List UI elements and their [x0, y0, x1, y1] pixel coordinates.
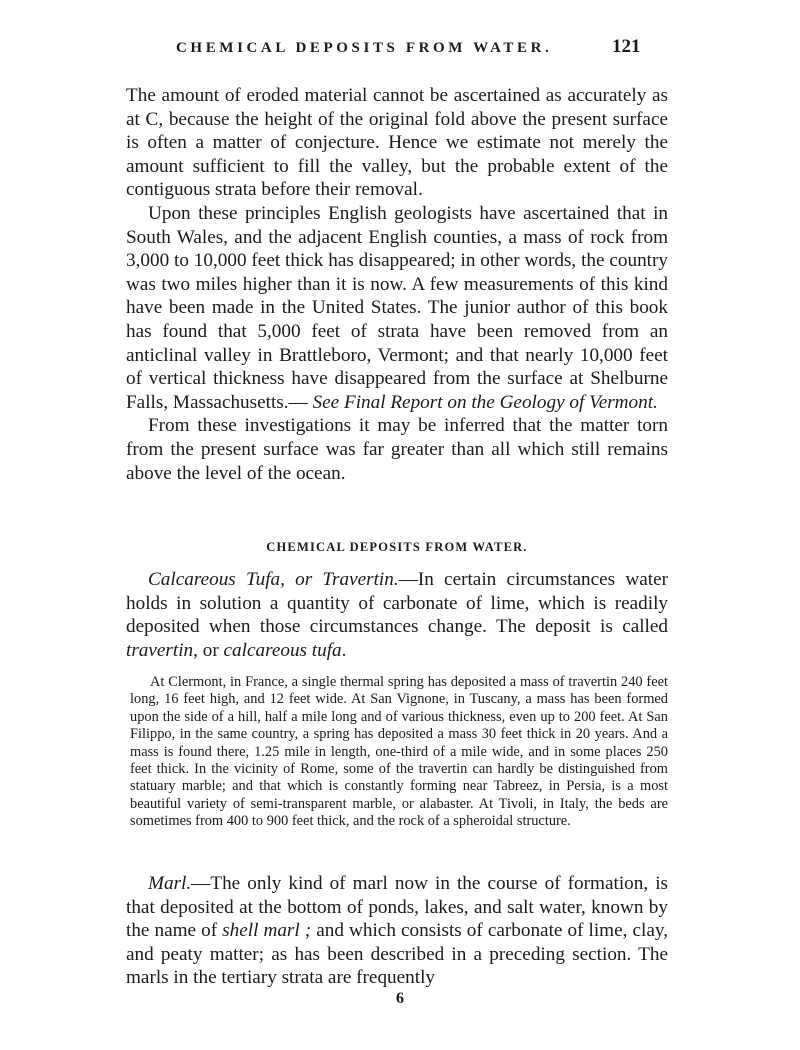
opening-text [126, 84, 668, 485]
tufa-text-3: . [341, 639, 347, 661]
marl-text-1: —The only kind of marl now in the course of formation, is that deposited at the bottom of ponds, lakes, and salt water, known by the name of [126, 873, 668, 942]
tufa-term-1: travertin [126, 639, 194, 661]
paragraph-principles [126, 202, 668, 414]
page-number: 121 [612, 36, 641, 57]
paragraph-principles-text: Upon these principles English geologists have ascertained that in South Wales, and the adjacent English counties, a mass of rock from 3,000 to 10,000 feet thick has disappeared; in other words, the country was two miles higher than it is now. A few measurements of this kind have been made in the United States. The junior author of this book has found that 5,000 feet of strata have been removed from an anticlinal valley in Brattleboro, Vermont; and that nearly 10,000 feet of vertical thickness have disappeared from the surface at Shelburne Falls, Massachusetts.— [126, 202, 668, 413]
tufa-text-2: , or [193, 639, 224, 661]
paragraph-inference: From these investigations it may be inferred that the matter torn from the present surface was far greater than all which still remains above the level of the ocean. [126, 415, 668, 484]
tufa-lead: Calcareous Tufa, or Travertin. [148, 569, 399, 590]
marl-lead: Marl. [148, 873, 192, 894]
paragraph-marl [126, 872, 668, 990]
reference-citation: See Final Report on the Geology of Vermont. [312, 391, 658, 413]
signature-mark: 6 [396, 990, 404, 1007]
running-head [0, 34, 800, 74]
section-heading: CHEMICAL DEPOSITS FROM WATER. [266, 540, 528, 554]
paragraph-tufa [126, 568, 668, 662]
tufa-text-1: —In certain circumstances water holds in solution a quantity of carbonate of lime, which is readily deposited when those circumstances change. The deposit is called [126, 569, 668, 638]
tufa-term-2: calcareous tufa [223, 639, 342, 661]
marl-section [126, 872, 668, 990]
paragraph-eroded-material: The amount of eroded material cannot be ascertained as accurately as at C, because the height of the original fold above the present surface is often a matter of conjecture. Hence we estimate not merely the amount sufficient to fill the valley, but the probable extent of the contiguous strata before their removal. [126, 85, 668, 201]
marl-text-2: and which consists of carbonate of lime, clay, and peaty matter; as has been described in a preceding section. The marls in the tertiary strata are frequently [126, 920, 668, 989]
marl-term: shell marl ; [222, 920, 312, 942]
tufa-section [126, 568, 668, 662]
running-head-title: CHEMICAL DEPOSITS FROM WATER. [176, 40, 553, 56]
small-print-block [130, 674, 668, 831]
paragraph-travertin-examples: At Clermont, in France, a single thermal spring has deposited a mass of travertin 240 feet long, 16 feet high, and 12 feet wide. At San Vignone, in Tuscany, a mass has been formed upon the side of a hill, half a mile long and of various thickness, even up to 200 feet. At San Filippo, in the same country, a spring has deposited a mass 30 feet thick in 20 years. And a mass is found there, 1.25 mile in length, one-third of a mile wide, and in some places 250 feet thick. In the vicinity of Rome, some of the travertin can hardly be distinguished from statuary marble; and that which is constantly forming near Tabreez, in Persia, is a most beautiful variety of semi-transparent marble, or alabaster. At Tivoli, in Italy, the beds are sometimes from 400 to 900 feet thick, and the rock of a spheroidal structure. [130, 674, 668, 830]
